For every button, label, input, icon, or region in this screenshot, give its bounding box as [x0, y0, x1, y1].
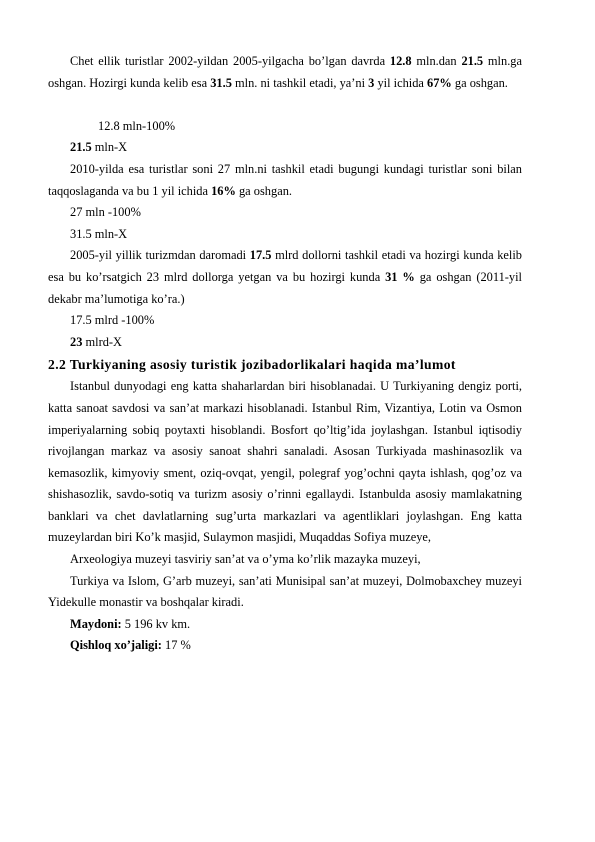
blank-line: [48, 94, 522, 116]
calculation-line: 31.5 mln-X: [70, 226, 128, 241]
paragraph-tourism-revenue: 2005-yil yillik turizmdan daromadi 17.5 mlrd dollorni tashkil etadi va hozirgi kunda kelib esa bu ko’rsatgich 23 mlrd dollorga yetgan va bu hozirgi kunda 31 % ga oshgan (2011-yil dekabr ma’lumotiga ko’ra.): [48, 248, 522, 306]
document-body: [48, 51, 522, 657]
paragraph-istanbul: Istanbul dunyodagi eng katta shaharlardan biri hisoblanadai. U Turkiyaning dengiz porti, katta sanoat savdosi va san’at markazi hisoblanadi. Istanbul Rim, Vizantiya, Lotin va Osmon imperiyalarning sobiq poytaxti hisoblandi. Bosfort qo’ltig’ida joylashgan. Istanbul iqtisodiy rivojlangan markaz va asosiy sanoat shahri sanaladi. Asosan Turkiyada mashinasozlik va kemasozlik, kimyoviy sment, oziq-ovqat, yengil, polegraf yog’ochni qayta ishlash, qog’oz va shishasozlik, savdo-sotiq va turizm asosiy o’rinni egallaydi. Istanbulda asosiy mamlakatning banklari va chet davlatlarning sug’urta markazlari va agentliklari joylashgan. Eng katta muzeylardan biri Ko’k masjid, Sulaymon masjidi, Muqaddas Sofiya muzeye,: [48, 379, 522, 545]
calculation-line: 21.5 mln-X: [70, 140, 128, 155]
paragraph-museums: Arxeologiya muzeyi tasviriy san’at va o’yma ko’rlik mazayka muzeyi,: [70, 552, 421, 567]
calculation-line: 23 mlrd-X: [70, 334, 122, 349]
paragraph-tourist-growth: Chet ellik turistlar 2002-yildan 2005-yilgacha bo’lgan davrda 12.8 mln.dan 21.5 mln.ga oshgan. Hozirgi kunda kelib esa 31.5 mln. ni tashkil etadi, ya’ni 3 yil ichida 67% ga oshgan.: [48, 54, 522, 90]
calculation-line: 12.8 mln-100%: [98, 118, 176, 133]
paragraph-museums-list: Turkiya va Islom, G’arb muzeyi, san’ati Munisipal san’at muzeyi, Dolmobaxchey muzeyi Yidekulle monastir va boshqalar kiradi.: [48, 573, 522, 610]
calculation-line: 27 mln -100%: [70, 205, 141, 220]
calculation-line: 17.5 mlrd -100%: [70, 313, 155, 328]
section-heading: 2.2 Turkiyaning asosiy turistik jozibadorlikalari haqida ma’lumot: [48, 357, 456, 373]
agriculture-line: Qishloq xo’jaligi: 17 %: [70, 638, 191, 653]
paragraph-2010-tourists: 2010-yilda esa turistlar soni 27 mln.ni tashkil etadi bugungi kundagi turistlar soni bilan taqqoslaganda va bu 1 yil ichida 16% ga oshgan.: [48, 161, 522, 198]
area-line: Maydoni: 5 196 kv km.: [70, 616, 191, 631]
